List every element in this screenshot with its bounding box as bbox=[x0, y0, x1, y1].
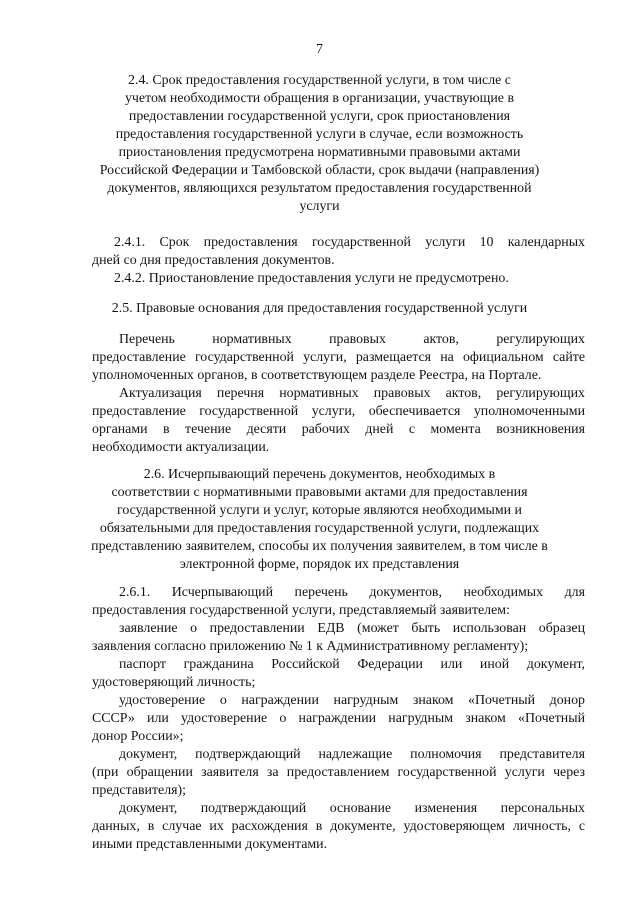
list-item-3-line-2: СССР» или удостоверение о награждении нагрудным знаком «Почетный bbox=[92, 711, 585, 726]
s24-title-line-7: документов, являющихся результатом предоставления государственной bbox=[107, 181, 532, 196]
s25-para1-line-2: предоставление государственной услуги, размещается на официальном сайте bbox=[92, 350, 585, 365]
list-item-4-line-2: (при обращении заявителя за предоставлением государственной услуги через bbox=[92, 765, 585, 780]
s24-title-line-1: 2.4. Срок предоставления государственной услуги, в том числе с bbox=[128, 73, 511, 88]
list-item-5-line-2: данных, в случае их расхождения в документе, удостоверяющем личность, с bbox=[92, 819, 585, 834]
list-item-5-line-1: документ, подтверждающий основание изменения персональных bbox=[119, 801, 585, 816]
p241-line-1: 2.4.1. Срок предоставления государственной услуги 10 календарных bbox=[114, 235, 585, 250]
p242-line: 2.4.2. Приостановление предоставления услуги не предусмотрено. bbox=[114, 271, 509, 286]
list-item-2-line-2: удостоверяющий личность; bbox=[92, 675, 256, 690]
p261-line-1: 2.6.1. Исчерпывающий перечень документов, необходимых для bbox=[119, 585, 585, 600]
list-item-1-line-2: заявления согласно приложению № 1 к Административному регламенту); bbox=[92, 639, 529, 654]
s26-title-line-5: представлению заявителем, способы их получения заявителем, в том числе в bbox=[91, 539, 548, 554]
s25-title: 2.5. Правовые основания для предоставления государственной услуги bbox=[111, 301, 528, 316]
list-item-5-line-3: иными представленными документами. bbox=[92, 837, 328, 852]
s24-title-line-6: Российской Федерации и Тамбовской области, срок выдачи (направления) bbox=[99, 163, 540, 178]
s24-title-line-3: предоставлении государственной услуги, срок приостановления bbox=[128, 109, 511, 124]
s26-title-line-4: обязательными для предоставления государственной услуги, подлежащих bbox=[99, 521, 540, 536]
s26-title-line-2: соответствии с нормативными правовыми актами для предоставления bbox=[111, 485, 528, 500]
list-item-3-line-3: донор России»; bbox=[92, 729, 184, 744]
s24-title-line-5: приостановления предусмотрена нормативными правовыми актами bbox=[118, 145, 521, 160]
list-item-4-line-3: представителя); bbox=[92, 783, 187, 798]
list-item-4-line-1: документ, подтверждающий надлежащие полномочия представителя bbox=[119, 747, 585, 762]
page-number: 7 bbox=[316, 42, 323, 57]
s25-para1-line-3: уполномоченных органов, в соответствующем разделе Реестра, на Портале. bbox=[92, 368, 542, 383]
p261-line-2: предоставления государственной услуги, представляемый заявителем: bbox=[92, 603, 510, 618]
s26-title-line-6: электронной форме, порядок их представления bbox=[179, 557, 460, 572]
list-item-3-line-1: удостоверение о награждении нагрудным знаком «Почетный донор bbox=[119, 693, 585, 708]
p241-line-2: дней со дня предоставления документов. bbox=[92, 253, 335, 268]
s25-para2-line-3: органами в течение десяти рабочих дней с момента возникновения bbox=[92, 422, 585, 437]
s26-title-line-3: государственной услуги и услуг, которые являются необходимыми и bbox=[117, 503, 522, 518]
s24-title-line-4: предоставления государственной услуги в случае, если возможность bbox=[115, 127, 524, 142]
s24-title-line-2: учетом необходимости обращения в организации, участвующие в bbox=[124, 91, 515, 106]
s24-title-line-8: услуги bbox=[299, 199, 340, 214]
s25-para2-line-4: необходимости актуализации. bbox=[92, 440, 270, 455]
s26-title-line-1: 2.6. Исчерпывающий перечень документов, необходимых в bbox=[143, 467, 496, 482]
s25-para2-line-1: Актуализация перечня нормативных правовых актов, регулирующих bbox=[119, 386, 585, 401]
s25-para1-line-1: Перечень нормативных правовых актов, регулирующих bbox=[119, 332, 585, 347]
list-item-2-line-1: паспорт гражданина Российской Федерации или иной документ, bbox=[119, 657, 585, 672]
list-item-1-line-1: заявление о предоставлении ЕДВ (может быть использован образец bbox=[119, 621, 585, 636]
s25-para2-line-2: предоставление государственной услуги, обеспечивается уполномоченными bbox=[92, 404, 585, 419]
